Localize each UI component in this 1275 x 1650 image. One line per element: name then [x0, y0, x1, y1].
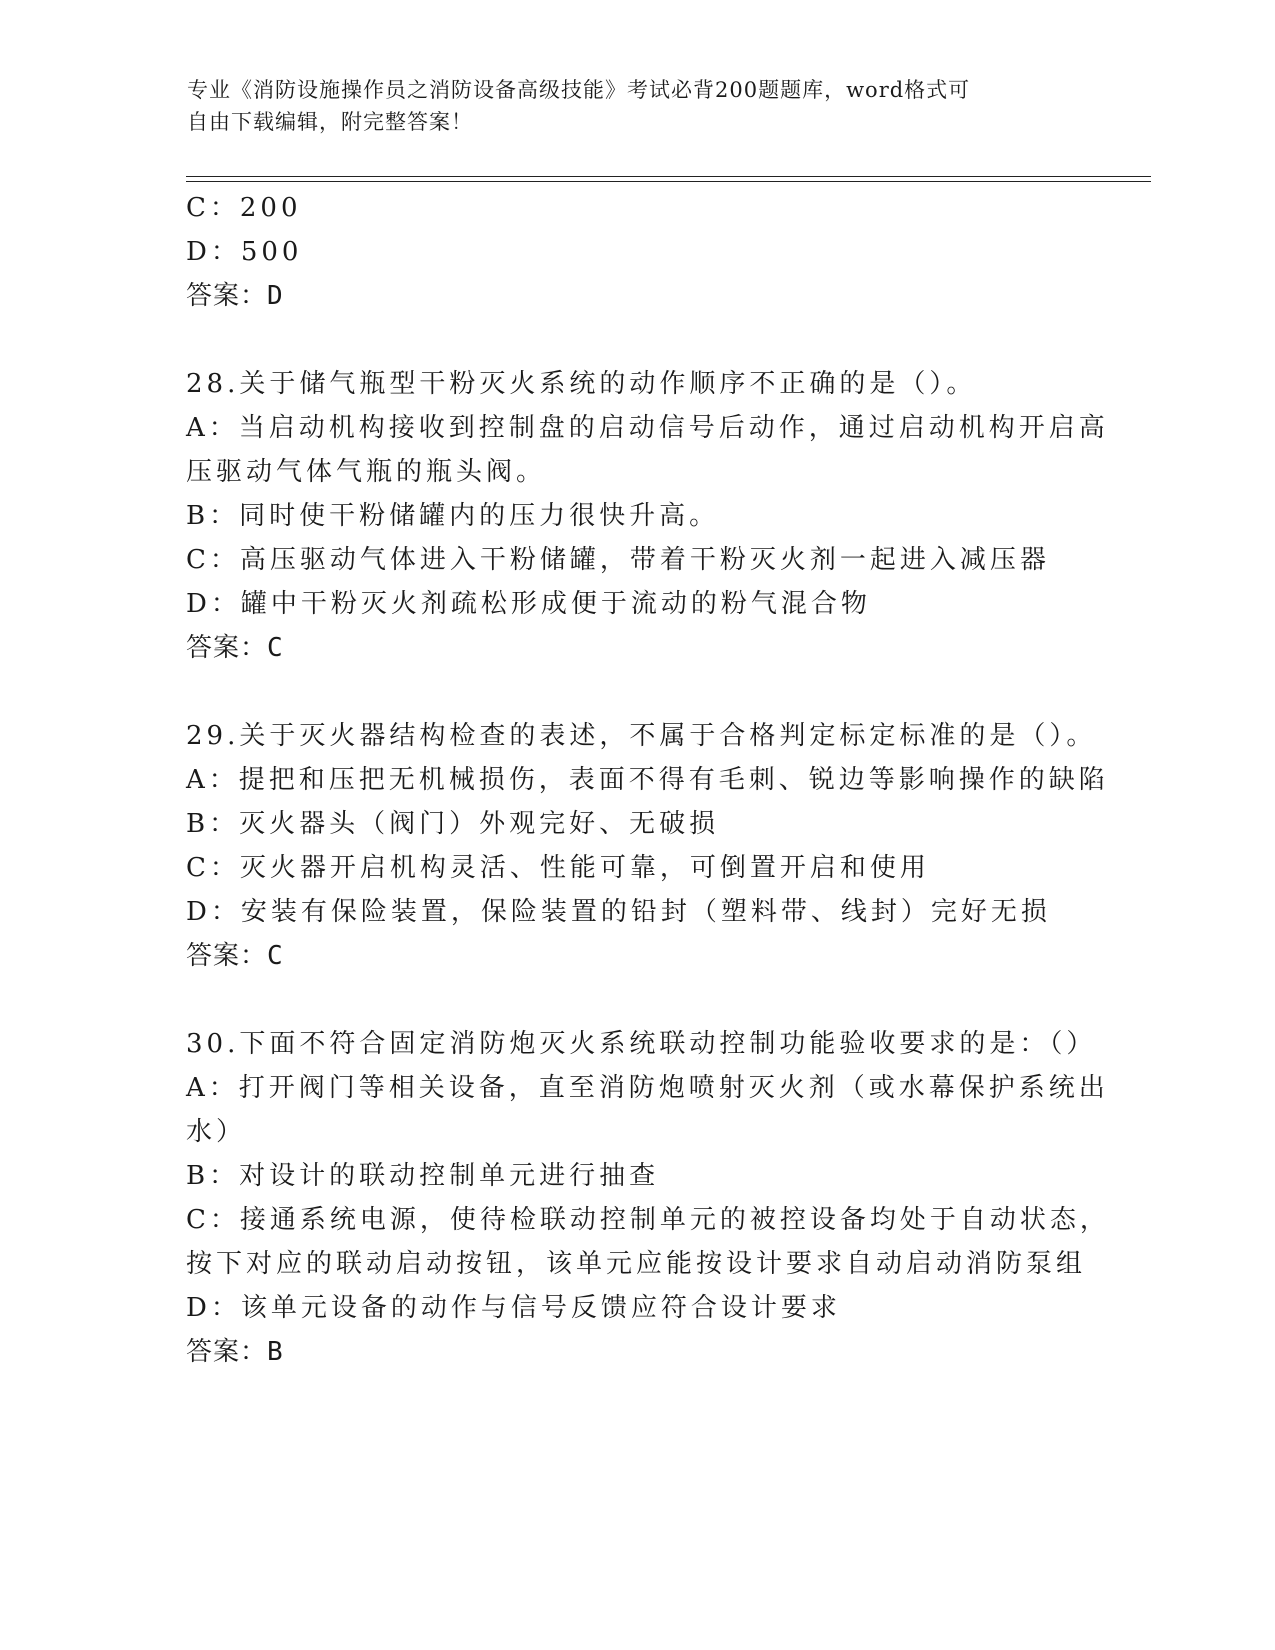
- q30-option-a-line2: 水）: [186, 1117, 247, 1147]
- answer-value: C: [267, 941, 284, 971]
- answer-value: B: [267, 1337, 284, 1367]
- q29-answer: [186, 941, 284, 971]
- q28-option-a-line2: 压驱动气体气瓶的瓶头阀。: [186, 457, 547, 487]
- prev-option-c: C：200: [186, 193, 302, 223]
- q28-option-c: C：高压驱动气体进入干粉储罐，带着干粉灭火剂一起进入减压器: [186, 545, 1050, 575]
- q28-option-d: D：罐中干粉灭火剂疏松形成便于流动的粉气混合物: [186, 589, 871, 619]
- q30-answer: [186, 1337, 284, 1367]
- q30-stem: 30.下面不符合固定消防炮灭火系统联动控制功能验收要求的是：（）: [186, 1029, 1097, 1059]
- q29-option-c: C：灭火器开启机构灵活、性能可靠，可倒置开启和使用: [186, 853, 930, 883]
- header-divider-top: [186, 176, 1151, 177]
- q30-option-b: B：对设计的联动控制单元进行抽查: [186, 1161, 660, 1191]
- prev-answer: [186, 281, 284, 311]
- q29-stem: 29.关于灭火器结构检查的表述，不属于合格判定标定标准的是（）。: [186, 721, 1097, 751]
- q28-answer: [186, 633, 284, 663]
- q28-option-a-line1: A：当启动机构接收到控制盘的启动信号后动作，通过启动机构开启高: [186, 413, 1109, 443]
- q30-option-d: D：该单元设备的动作与信号反馈应符合设计要求: [186, 1293, 841, 1323]
- q30-option-a-line1: A：打开阀门等相关设备，直至消防炮喷射灭火剂（或水幕保护系统出: [186, 1073, 1109, 1103]
- q28-option-b: B：同时使干粉储罐内的压力很快升高。: [186, 501, 720, 531]
- q29-option-b: B：灭火器头（阀门）外观完好、无破损: [186, 809, 720, 839]
- header-line-1: 专业《消防设施操作员之消防设备高级技能》考试必背200题题库，word格式可: [187, 78, 971, 102]
- answer-label: 答案：: [186, 281, 268, 311]
- q30-option-c-line2: 按下对应的联动启动按钮，该单元应能按设计要求自动启动消防泵组: [186, 1249, 1087, 1279]
- q30-option-c-line1: C：接通系统电源，使待检联动控制单元的被控设备均处于自动状态，: [186, 1205, 1110, 1235]
- answer-label: 答案：: [186, 633, 268, 663]
- q29-option-a: A：提把和压把无机械损伤，表面不得有毛刺、锐边等影响操作的缺陷: [186, 765, 1109, 795]
- header-divider-bottom: [186, 181, 1151, 182]
- answer-value: C: [267, 633, 284, 663]
- q28-stem: 28.关于储气瓶型干粉灭火系统的动作顺序不正确的是（）。: [186, 369, 977, 399]
- prev-option-d: D：500: [186, 237, 303, 267]
- answer-value: D: [267, 281, 284, 311]
- header-line-2: 自由下载编辑，附完整答案！: [187, 110, 473, 134]
- q29-option-d: D：安装有保险装置，保险装置的铅封（塑料带、线封）完好无损: [186, 897, 1051, 927]
- answer-label: 答案：: [186, 1337, 268, 1367]
- document-header: [187, 74, 1067, 138]
- answer-label: 答案：: [186, 941, 268, 971]
